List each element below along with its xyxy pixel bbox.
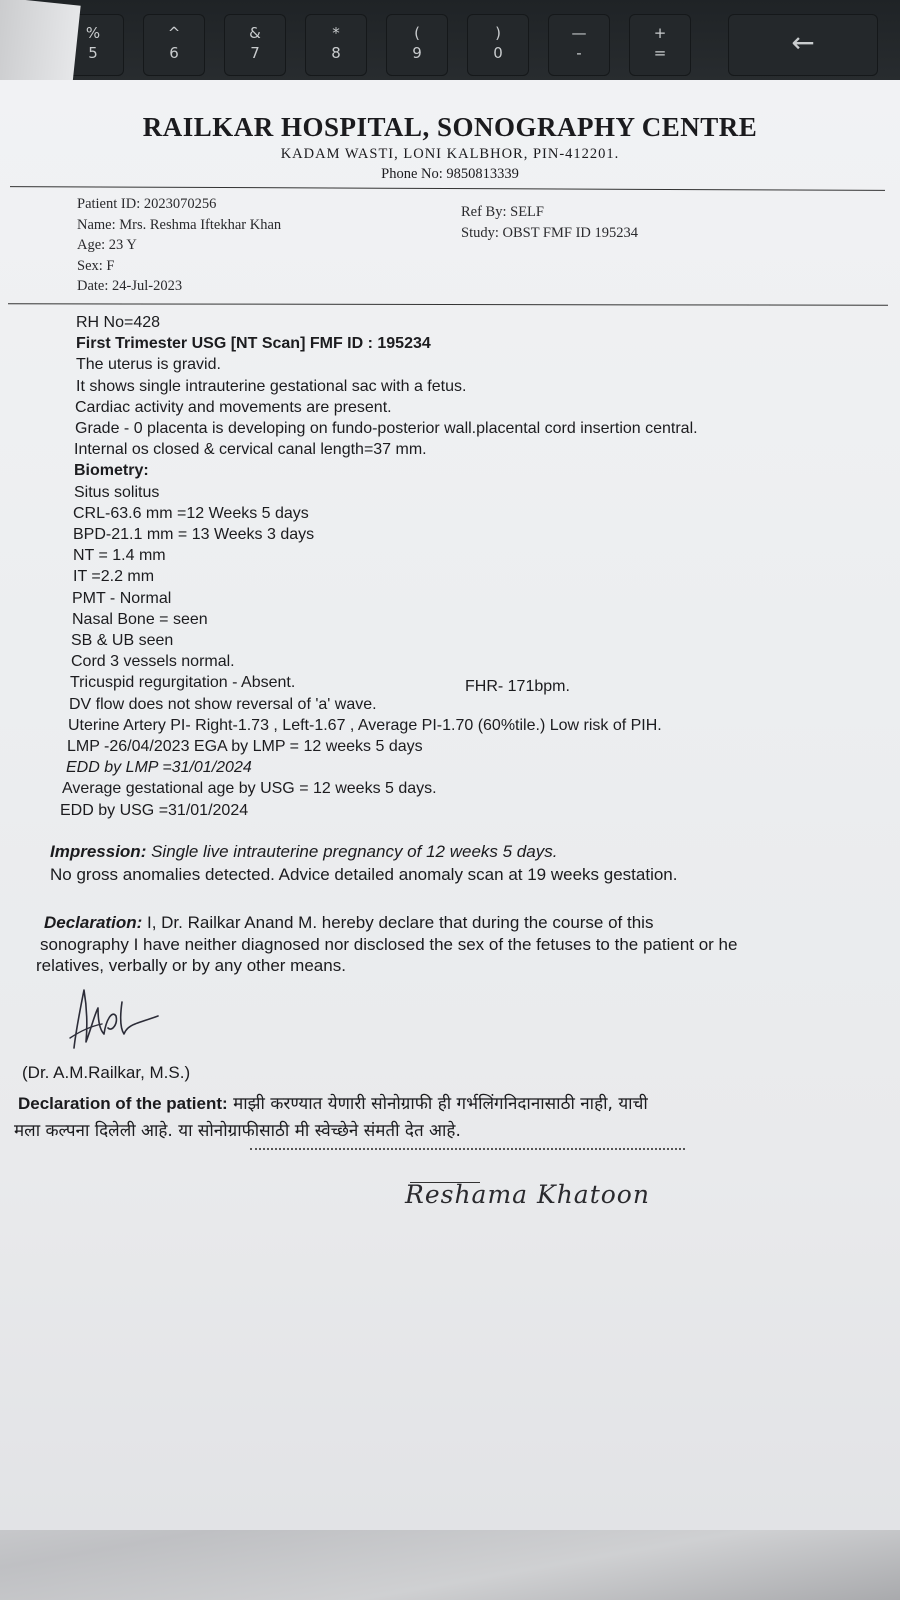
biometry-item: Average gestational age by USG = 12 weeks 5 days. — [62, 780, 437, 798]
sonography-report — [0, 80, 900, 1530]
key-symbol: & — [249, 24, 261, 42]
study-id: Study: OBST FMF ID 195234 — [461, 224, 638, 241]
biometry-item: Uterine Artery PI- Right-1.73 , Left-1.67 , Average PI-1.70 (60%tile.) Low risk of PIH. — [68, 716, 662, 734]
hospital-name: RAILKAR HOSPITAL, SONOGRAPHY CENTRE — [142, 112, 758, 142]
patient-divider — [8, 303, 888, 306]
declaration-text-3: relatives, verbally or by any other means. — [36, 956, 346, 975]
biometry-item: IT =2.2 mm — [73, 568, 155, 586]
patient-declaration — [14, 1090, 898, 1145]
key-9 — [386, 14, 448, 76]
key-digit: 6 — [169, 44, 179, 62]
key-symbol: ^ — [167, 24, 181, 42]
header-divider — [10, 186, 885, 191]
patient-info-right — [461, 202, 638, 243]
biometry-item: Situs solitus — [74, 483, 160, 501]
biometry-item: EDD by USG =31/01/2024 — [60, 801, 249, 819]
patient-sex: Sex: F — [77, 257, 115, 274]
biometry-item: Cord 3 vessels normal. — [71, 653, 235, 671]
finding: The uterus is gravid. — [76, 356, 221, 374]
signature-dotted-line — [250, 1148, 685, 1150]
patient-id: Patient ID: 2023070256 — [77, 196, 217, 212]
biometry-item: PMT - Normal — [72, 589, 172, 607]
patient-name: Name: Mrs. Reshma Iftekhar Khan — [77, 216, 282, 233]
impression-section — [50, 840, 677, 886]
patient-info-left — [77, 194, 281, 297]
finding: Internal os closed & cervical canal length=37 mm. — [74, 441, 427, 459]
biometry-item: Nasal Bone = seen — [72, 610, 208, 628]
doctor-declaration — [36, 912, 896, 977]
key-digit: 0 — [493, 44, 503, 62]
biometry-item: SB & UB seen — [71, 632, 174, 650]
key-8 — [305, 14, 367, 76]
hospital-address: KADAM WASTI, LONI KALBHOR, PIN-412201. — [280, 146, 620, 162]
key-digit: 7 — [250, 44, 260, 62]
fetal-heart-rate: FHR- 171bpm. — [465, 678, 570, 695]
key-0 — [467, 14, 529, 76]
impression-text-2: No gross anomalies detected. Advice detailed anomaly scan at 19 weeks gestation. — [50, 865, 678, 884]
biometry-item: NT = 1.4 mm — [73, 547, 166, 565]
doctor-name: (Dr. A.M.Railkar, M.S.) — [22, 1063, 191, 1082]
key-6 — [143, 14, 205, 76]
finding: Cardiac activity and movements are present. — [75, 398, 392, 416]
key-digit: - — [576, 44, 582, 62]
biometry-item: Tricuspid regurgitation - Absent. — [70, 674, 296, 692]
patient-declaration-text-2: मला कल्पना दिलेली आहे. या सोनोग्राफीसाठी मी स्वेच्छेने संमती देत आहे. — [14, 1121, 461, 1141]
key-7 — [224, 14, 286, 76]
key-minus — [548, 14, 610, 76]
key-digit: 9 — [412, 44, 422, 62]
report-heading: First Trimester USG [NT Scan] FMF ID : 195234 — [76, 335, 431, 353]
patient-age: Age: 23 Y — [77, 237, 137, 253]
impression-label: Impression: — [50, 842, 147, 861]
patient-declaration-label: Declaration of the patient: — [18, 1094, 228, 1113]
key-symbol: * — [332, 24, 340, 42]
report-body — [60, 312, 896, 821]
impression-text: Single live intrauterine pregnancy of 12 weeks 5 days. — [146, 842, 558, 861]
arrow-left-icon: ← — [791, 26, 815, 59]
biometry-heading: Biometry: — [74, 462, 149, 480]
key-symbol: — — [571, 24, 587, 42]
key-symbol: ( — [414, 24, 420, 42]
report-date: Date: 24-Jul-2023 — [77, 278, 183, 294]
biometry-item: DV flow does not show reversal of 'a' wave. — [69, 695, 377, 713]
key-digit: 5 — [88, 44, 98, 62]
key-backspace — [728, 14, 878, 76]
doctor-signature — [62, 980, 172, 1060]
hospital-phone: Phone No: 9850813339 — [381, 166, 519, 182]
finding: It shows single intrauterine gestational sac with a fetus. — [76, 377, 467, 395]
referred-by: Ref By: SELF — [461, 204, 544, 220]
biometry-item: CRL-63.6 mm =12 Weeks 5 days — [73, 504, 309, 522]
patient-signature: Reshama Khatoon — [405, 1180, 650, 1209]
key-equals — [629, 14, 691, 76]
key-digit: = — [653, 44, 667, 62]
biometry-item: LMP -26/04/2023 EGA by LMP = 12 weeks 5 days — [67, 738, 423, 756]
declaration-label: Declaration: — [44, 913, 143, 932]
declaration-text-2: sonography I have neither diagnosed nor disclosed the sex of the fetuses to the patient or he — [40, 934, 738, 954]
key-digit: 8 — [331, 44, 341, 62]
rh-number: RH No=428 — [76, 314, 161, 331]
patient-declaration-text: माझी करण्यात येणारी सोनोग्राफी ही गर्भलिंगनिदानासाठी नाही, याची — [227, 1094, 648, 1114]
finding: Grade - 0 placenta is developing on fundo-posterior wall.placental cord insertion central. — [75, 420, 698, 438]
biometry-item: EDD by LMP =31/01/2024 — [66, 759, 252, 777]
biometry-item: BPD-21.1 mm = 13 Weeks 3 days — [73, 526, 315, 544]
key-symbol: + — [653, 24, 667, 42]
declaration-text: I, Dr. Railkar Anand M. hereby declare that during the course of this — [142, 913, 654, 932]
key-symbol: ) — [495, 24, 501, 42]
key-symbol: % — [85, 24, 101, 42]
